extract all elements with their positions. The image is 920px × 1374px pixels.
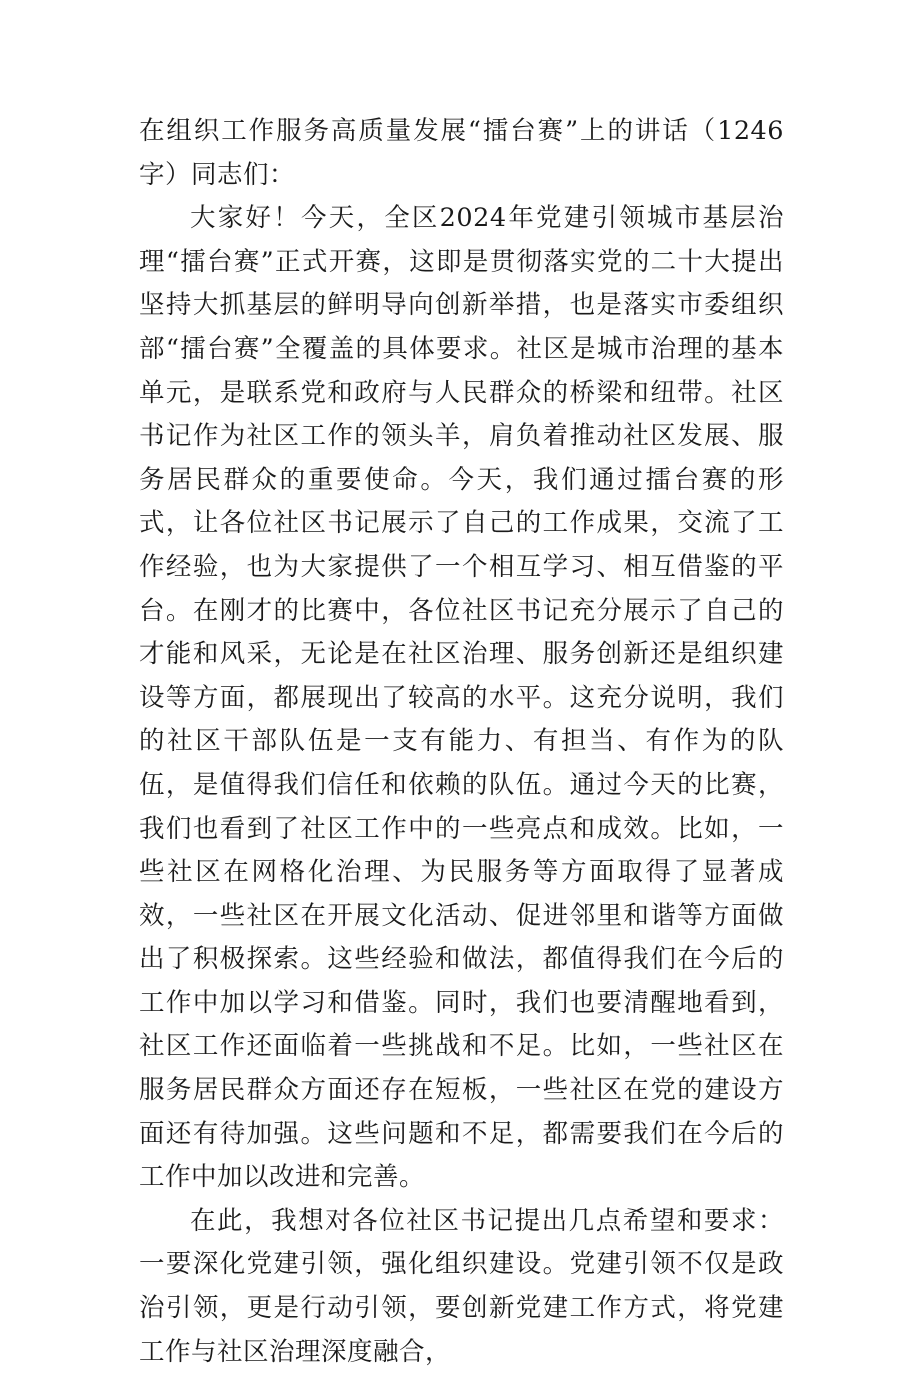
document-body	[139, 110, 784, 1374]
speech-title-line: 在组织工作服务高质量发展“擂台赛”上的讲话（1246字）同志们：	[139, 116, 784, 190]
paragraph-requirements: 在此，我想对各位社区书记提出几点希望和要求：一要深化党建引领，强化组织建设。党建引领不仅是政治引领，更是行动引领，要创新党建工作方式，将党建工作与社区治理深度融合，	[139, 1205, 784, 1367]
paragraph-greeting: 大家好！今天，全区2024年党建引领城市基层治理“擂台赛”正式开赛，这即是贯彻落实党的二十大提出坚持大抓基层的鲜明导向创新举措，也是落实市委组织部“擂台赛”全覆盖的具体要求。社区是城市治理的基本单元，是联系党和政府与人民群众的桥梁和纽带。社区书记作为社区工作的领头羊，肩负着推动社区发展、服务居民群众的重要使命。今天，我们通过擂台赛的形式，让各位社区书记展示了自己的工作成果，交流了工作经验，也为大家提供了一个相互学习、相互借鉴的平台。在刚才的比赛中，各位社区书记充分展示了自己的才能和风采，无论是在社区治理、服务创新还是组织建设等方面，都展现出了较高的水平。这充分说明，我们的社区干部队伍是一支有能力、有担当、有作为的队伍，是值得我们信任和依赖的队伍。通过今天的比赛，我们也看到了社区工作中的一些亮点和成效。比如，一些社区在网格化治理、为民服务等方面取得了显著成效，一些社区在开展文化活动、促进邻里和谐等方面做出了积极探索。这些经验和做法，都值得我们在今后的工作中加以学习和借鉴。同时，我们也要清醒地看到，社区工作还面临着一些挑战和不足。比如，一些社区在服务居民群众方面还存在短板，一些社区在党的建设方面还有待加强。这些问题和不足，都需要我们在今后的工作中加以改进和完善。	[139, 203, 784, 1193]
